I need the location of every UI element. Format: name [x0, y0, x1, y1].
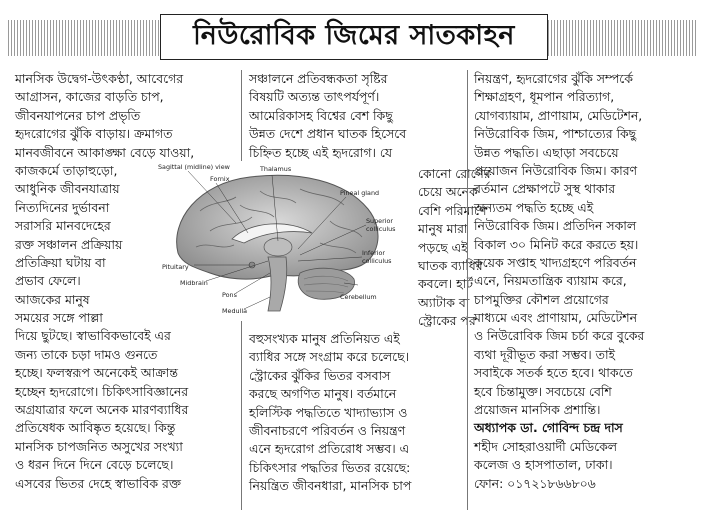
col2-bottom-line: হলিস্টিক পদ্ধতিতে খাদ্যাভ্যাস ও	[249, 404, 408, 420]
col1-line: আগ্রাসন, কাজের বাড়তি চাপ,	[15, 89, 164, 105]
col2-side-line: স্ট্রোকের পর	[418, 313, 476, 329]
brain-sagittal-figure	[140, 161, 415, 321]
label-inferior: Inferior	[362, 249, 386, 257]
author-affiliation: শহীদ সোহরাওয়ার্দী মেডিকেল	[474, 438, 618, 454]
col3-line: নিয়ন্ত্রণ, হৃদরোগের ঝুঁকি সম্পর্কে	[474, 71, 633, 86]
col2-bottom-line: করছে অগণিত মানুষ। বর্তমানে	[249, 386, 397, 402]
col1-line: মানবজীবনে আকাঙ্ক্ষা বেড়ে যাওয়া,	[15, 144, 195, 160]
label-pituitary: Pituitary	[162, 263, 189, 271]
label-pons: Pons	[222, 291, 237, 299]
col2-side-line: অ্যাটাক বা	[418, 294, 470, 310]
col2-line: আমেরিকাসহ বিশ্বের বেশ কিছু	[249, 107, 393, 123]
label-superior-colliculus: colliculus	[366, 225, 396, 233]
column-2-top	[249, 70, 406, 162]
col2-bottom-line: বহুসংখ্যক মানুষ প্রতিনিয়ত এই	[249, 331, 400, 346]
col1-line: রক্ত সঞ্চালন প্রক্রিয়ায়	[15, 236, 123, 252]
col3-line: উন্নত পদ্ধতি। এছাড়া সবচেয়ে	[474, 144, 619, 160]
col1-line: প্রভাব ফেলে।	[15, 273, 81, 289]
col2-side-line: চেয়ে অনেক	[418, 184, 478, 200]
col1-line: হৃদরোগের ঝুঁকি বাড়ায়। ক্রমাগত	[15, 126, 173, 142]
col3-line: যোগব্যায়াম, প্রাণায়াম, মেডিটেশন,	[474, 107, 643, 123]
col3-line: ও নিউরোবিক জিম চর্চা করে বুকের	[474, 328, 645, 344]
col1-line: জীবনযাপনের চাপ প্রভৃতি	[15, 107, 141, 123]
author-name: অধ্যাপক ডা. গোবিন্দ চন্দ্র দাস	[474, 420, 623, 436]
col1-line: সরাসরি মানবদেহের	[15, 218, 111, 234]
col1-line: আজকের মানুষ	[15, 291, 90, 307]
col3-line: নিউরোবিক জিম, পাশ্চাত্যের কিছু	[474, 126, 637, 142]
col3-line: চাপমুক্তির কৌশল প্রয়োগের	[474, 291, 609, 307]
col1-line: মানসিক উদ্বেগ-উৎকণ্ঠা, আবেগের	[15, 71, 184, 86]
author-phone: ফোন: ০১৭২১৮৬৬৮০৬	[474, 475, 596, 491]
col1-line: কাজকর্মে তাড়াহুড়ো,	[15, 162, 118, 178]
col3-line: ব্যথা দূরীভূত করা সম্ভব। তাই	[474, 346, 615, 362]
article-title: নিউরোবিক জিমের সাতকাহন	[193, 19, 515, 51]
col3-line: বর্তমান প্রেক্ষাপটে সুস্থ থাকার	[474, 181, 616, 197]
col1-line: প্রতিক্রিয়া ঘটায় বা	[15, 254, 106, 270]
label-fornix: Fornix	[210, 175, 230, 183]
col2-side-line: কোনো রোগের	[418, 166, 491, 181]
column-2-bottom	[249, 330, 411, 496]
col3-line: কয়েক সপ্তাহ খাদ্যগ্রহণে পরিবর্তন	[474, 254, 637, 270]
col3-line: শিক্ষাগ্রহণ, ধূমপান পরিত্যাগ,	[474, 89, 615, 105]
article-header	[0, 14, 705, 62]
col3-line: প্রয়োজন মানসিক প্রশান্তি।	[474, 402, 601, 418]
brain-illustration	[140, 161, 415, 321]
title-box	[160, 14, 548, 60]
col3-line: মাধ্যমে এবং প্রাণায়াম, মেডিটেশন	[474, 310, 638, 326]
label-medulla: Medulla	[222, 307, 248, 315]
col1-line: প্রতিষেধক আবিষ্কৃত হয়েছে। কিন্তু	[15, 420, 176, 436]
col2-side-line: মানুষ মারা	[418, 221, 468, 237]
col3-line: সবাইকে সতর্ক হতে হবে। থাকতে	[474, 365, 633, 381]
col1-line: মানসিক চাপজনিত অসুখের সংখ্যা	[15, 438, 183, 454]
col3-line: প্রয়োজন নিউরোবিক জিম। কারণ	[474, 162, 638, 178]
col1-line: ও ধরন দিনে দিনে বেড়ে চলেছে।	[15, 457, 174, 473]
col2-bottom-line: স্ট্রোকের ঝুঁকির ভিতর বসবাস	[249, 367, 391, 383]
col3-line: অন্যতম পদ্ধতি হচ্ছে এই	[474, 199, 594, 215]
label-inferior-colliculus: colliculus	[362, 257, 392, 265]
label-midbrain: Midbrain	[180, 279, 208, 287]
column-rule	[467, 70, 468, 510]
col2-bottom-line: চিকিৎসার পদ্ধতির ভিতর রয়েছে:	[249, 459, 411, 475]
label-pineal: Pineal gland	[340, 189, 380, 197]
col1-line: আধুনিক জীবনযাত্রায়	[15, 181, 120, 197]
col3-line: নিউরোবিক জিম। প্রতিদিন সকাল	[474, 218, 637, 234]
col2-side-line: ঘাতক ব্যাধির	[418, 257, 483, 273]
col3-line: হবে চিন্তামুক্ত। সবচেয়ে বেশি	[474, 383, 612, 399]
col2-line: উন্নত দেশে প্রধান ঘাতক হিসেবে	[249, 126, 407, 142]
col2-bottom-line: নিয়ন্ত্রিত জীবনধারা, মানসিক চাপ	[249, 478, 412, 494]
col1-line: জন্য তাকে চড়া দামও গুনতে	[15, 346, 158, 362]
col2-side-line: কবলে। হার্ট	[418, 276, 473, 292]
header-hatch-right	[548, 20, 698, 56]
col1-line: দিয়ে ছুটছে। স্বাভাবিকভাবেই এর	[15, 328, 171, 344]
column-3	[474, 70, 644, 493]
label-sagittal: Sagittal (midline) view	[158, 163, 230, 171]
label-thalamus: Thalamus	[260, 165, 292, 173]
col2-bottom-line: জীবনাচরণে পরিবর্তন ও নিয়ন্ত্রণ	[249, 422, 406, 438]
col2-bottom-line: ব্যাধির সঙ্গে সংগ্রাম করে চলেছে।	[249, 349, 410, 365]
col3-line: এনে, নিয়মতান্ত্রিক ব্যায়াম করে,	[474, 273, 627, 289]
col3-line: বিকাল ৩০ মিনিট করে করতে হয়।	[474, 236, 639, 252]
col1-line: সময়ের সঙ্গে পাল্লা	[15, 310, 103, 326]
col1-line: অগ্রযাত্রার ফলে অনেক মারণব্যাধির	[15, 402, 189, 418]
col1-line: হচ্ছেন হৃদরোগে। চিকিৎসাবিজ্ঞানের	[15, 383, 189, 399]
col2-line: বিষয়টি অত্যন্ত তাৎপর্যপূর্ণ।	[249, 89, 380, 105]
col1-line: হচ্ছে। ফলস্বরূপ অনেকেই আক্রান্ত	[15, 365, 178, 381]
col1-line: এসবের ভিতর দেহে স্বাভাবিক রক্ত	[15, 475, 181, 491]
col2-side-line: পড়ছে এই	[418, 239, 468, 255]
col2-line: চিহ্নিত হচ্ছে এই হৃদরোগ। যে	[249, 144, 393, 160]
col2-line: সঞ্চালনে প্রতিবন্ধকতা সৃষ্টির	[249, 71, 388, 86]
label-superior: Superior	[366, 217, 394, 225]
author-affiliation: কলেজ ও হাসপাতাল, ঢাকা।	[474, 457, 613, 473]
col1-line: নিত্যদিনের দুর্ভাবনা	[15, 199, 110, 215]
label-cerebellum: Cerebellum	[340, 293, 377, 301]
header-hatch-left	[8, 20, 160, 56]
col2-bottom-line: এনে হৃদরোগ প্রতিরোধ সম্ভব। এ	[249, 441, 409, 457]
col2-side-line: বেশি পরিমাণে	[418, 202, 487, 218]
